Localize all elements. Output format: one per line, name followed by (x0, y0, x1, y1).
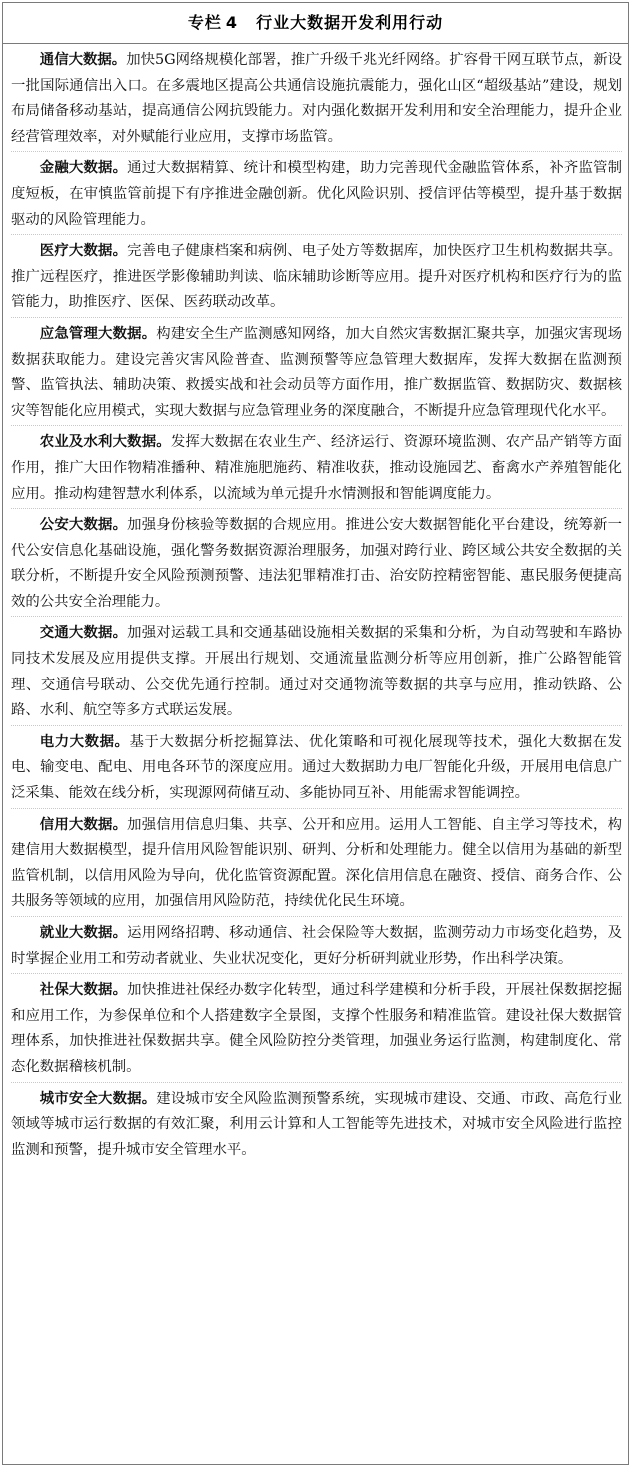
section-body: 发挥大数据在农业生产、经济运行、资源环境监测、农产品产销等方面作用，推广大田作物精准播种、精准施肥施药、精准收获，推动设施园艺、畜禽水产养殖智能化应用。推动构建智慧水利体系，以流域为单元提升水情测报和智能调度能力。 (11, 434, 622, 502)
section-employment (11, 917, 622, 974)
section-heading: 社保大数据。 (39, 982, 128, 999)
section-agriculture-water (11, 426, 622, 509)
section-body: 构建安全生产监测感知网络，加大自然灾害数据汇聚共享，加强灾害现场数据获取能力。建设完善灾害风险普查、监测预警等应急管理大数据库，发挥大数据在监测预警、监管执法、辅助决策、救援实战和社会动员等方面作用，推广数据监管、数据防灾、数据核灾等智能化应用模式，实现大数据与应急管理业务的深度融合，不断提升应急管理现代化水平。 (11, 325, 622, 419)
section-body: 加快推进社保经办数字化转型，通过科学建模和分析手段，开展社保数据挖掘和应用工作，为参保单位和个人搭建数字全景图，支撑个性服务和精准监管。建设社保大数据管理体系，加快推进社保数据共享。健全风险防控分类管理，加强业务运行监测，构建制度化、常态化数据稽核机制。 (11, 982, 622, 1075)
section-public-security (11, 509, 622, 617)
column-title-text: 行业大数据开发利用行动 (256, 13, 444, 32)
section-medical (11, 235, 622, 318)
column-title (3, 3, 628, 44)
section-heading: 农业及水利大数据。 (39, 434, 171, 451)
section-body: 完善电子健康档案和病例、电子处方等数据库，加快医疗卫生机构数据共享。推广远程医疗，推进医学影像辅助判读、临床辅助诊断等应用。提升对医疗机构和医疗行为的监管能力，助推医疗、医保、医药联动改革。 (11, 243, 622, 311)
section-body: 加快5G网络规模化部署，推广升级千兆光纤网络。扩容骨干网互联节点，新设一批国际通信出入口。在多震地区提高公共通信设施抗震能力，强化山区“超级基站”建设，规划布局储备移动基站，提高通信公网抗毁能力。对内强化数据开发利用和安全治理能力，提升企业经营管理效率，对外赋能行业应用，支撑市场监管。 (11, 52, 622, 145)
section-city-safety (11, 1083, 622, 1165)
section-heading: 信用大数据。 (39, 816, 128, 833)
section-telecom (11, 44, 622, 152)
section-heading: 就业大数据。 (39, 925, 128, 941)
section-body: 建设城市安全风险监测预警系统，实现城市建设、交通、市政、高危行业领域等城市运行数据的有效汇聚，利用云计算和人工智能等先进技术，对城市安全风险进行监控监测和预警，提升城市安全管理水平。 (11, 1090, 622, 1158)
section-body: 加强身份核验等数据的合规应用。推进公安大数据智能化平台建设，统筹新一代公安信息化基础设施，强化警务数据资源治理服务，加强对跨行业、跨区域公共安全数据的关联分析，不断提升安全风险预测预警、违法犯罪精准打击、治安防控精密智能、惠民服务便捷高效的公共安全治理能力。 (11, 517, 622, 610)
section-power (11, 726, 622, 809)
column-number: 4 (225, 13, 239, 32)
section-heading: 城市安全大数据。 (39, 1090, 157, 1107)
section-heading: 公安大数据。 (39, 517, 128, 534)
section-heading: 医疗大数据。 (39, 243, 128, 260)
section-heading: 应急管理大数据。 (39, 325, 157, 342)
column-box (2, 2, 629, 1465)
column-content (3, 44, 628, 1164)
section-finance (11, 152, 622, 235)
section-body: 运用网络招聘、移动通信、社会保险等大数据，监测劳动力市场变化趋势，及时掌握企业用工和劳动者就业、失业状况变化，更好分析研判就业形势，作出科学决策。 (11, 925, 622, 967)
section-emergency (11, 318, 622, 426)
section-heading: 电力大数据。 (39, 733, 130, 750)
section-credit (11, 809, 622, 917)
section-social-security (11, 974, 622, 1082)
section-heading: 通信大数据。 (39, 52, 127, 68)
section-heading: 交通大数据。 (39, 625, 128, 642)
section-body: 加强对运载工具和交通基础设施相关数据的采集和分析，为自动驾驶和车路协同技术发展及应用提供支撑。开展出行规划、交通流量监测分析等应用创新，推广公路智能管理、交通信号联动、公交优先通行控制。通过对交通物流等数据的共享与应用，推动铁路、公路、水利、航空等多方式联运发展。 (11, 625, 622, 719)
section-transport (11, 617, 622, 725)
section-heading: 金融大数据。 (39, 160, 128, 177)
section-body: 加强信用信息归集、共享、公开和应用。运用人工智能、自主学习等技术，构建信用大数据模型，提升信用风险智能识别、研判、分析和处理能力。健全以信用为基础的新型监管机制，以信用风险为导向，优化监管资源配置。深化信用信息在融资、授信、商务合作、公共服务等领域的应用，加强信用风险防范，持续优化民生环境。 (11, 816, 622, 910)
column-label: 专栏 (187, 13, 222, 32)
section-body: 基于大数据分析挖掘算法、优化策略和可视化展现等技术，强化大数据在发电、输变电、配电、用电各环节的深度应用。通过大数据助力电厂智能化升级，开展用电信息广泛采集、能效在线分析，实现源网荷储互动、多能协同互补、用能需求智能调控。 (11, 733, 622, 802)
section-body: 通过大数据精算、统计和模型构建，助力完善现代金融监管体系，补齐监管制度短板，在审慎监管前提下有序推进金融创新。优化风险识别、授信评估等模型，提升基于数据驱动的风险管理能力。 (11, 160, 622, 228)
